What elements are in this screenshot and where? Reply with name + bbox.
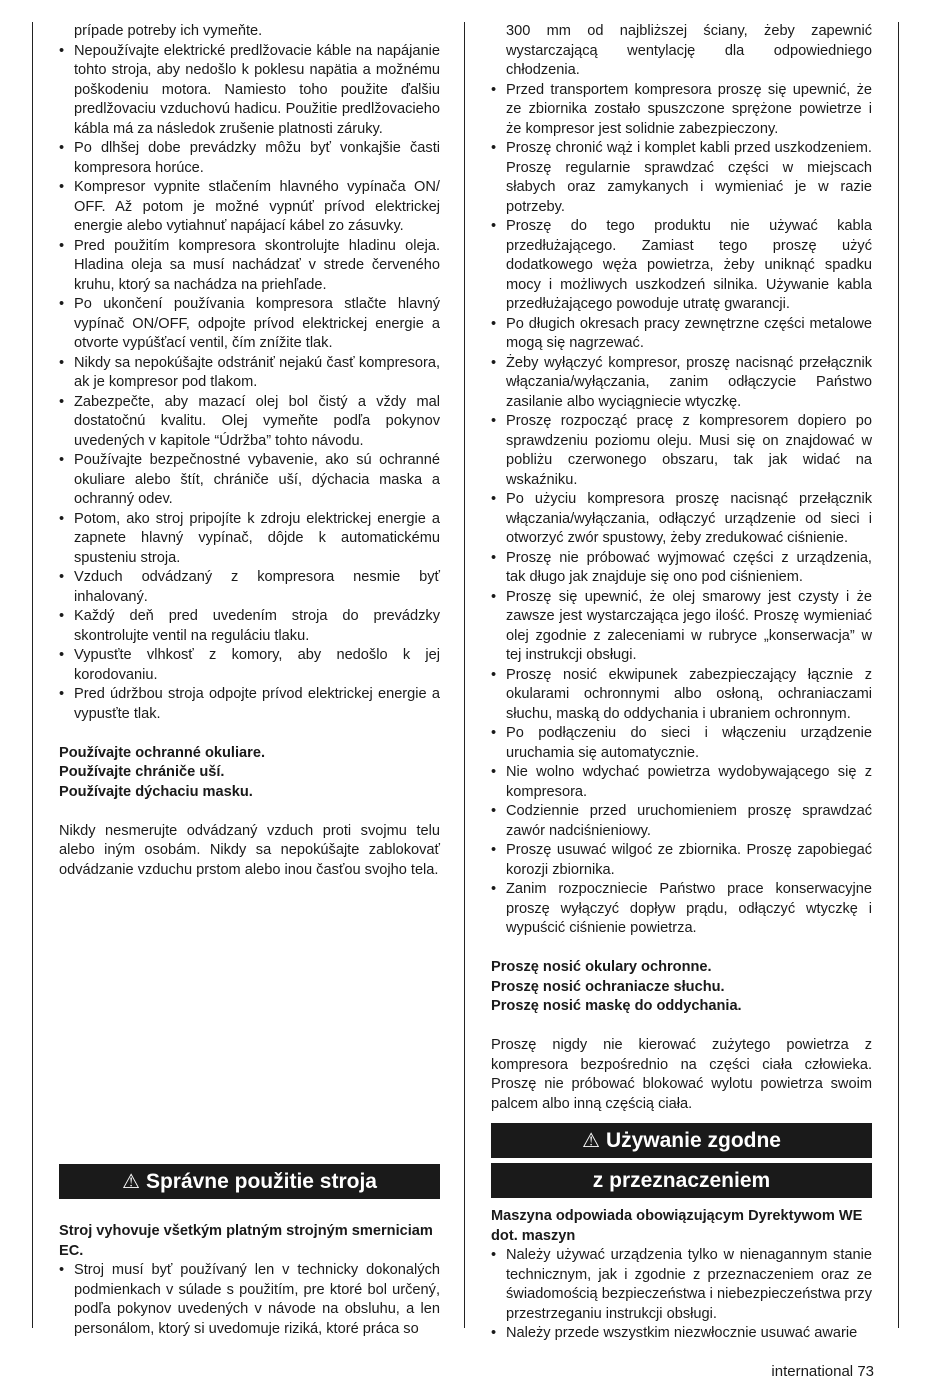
list-item: • Przed transportem kompresora proszę się upewnić, że ze zbiornika zostało spuszczone sprężone powietrze i że kompresor jest solidnie zabezpieczony. — [491, 81, 872, 140]
right-continuation-text: 300 mm od najbliższej ściany, żeby zapewnić wystarczającą wentylację dla odpowiedniego chłodzenia. — [506, 23, 872, 78]
list-item: • Proszę rozpocząć pracę z kompresorem dopiero po sprawdzeniu poziomu oleju. Musi się on znajdować w pobliżu czerwonego obszaru, tak jak widać na wskaźniku. — [491, 412, 872, 490]
list-item: • Po podłączeniu do sieci i włączeniu urządzenie uruchamia się automatycznie. — [491, 724, 872, 763]
list-item: • Používajte bezpečnostné vybavenie, ako sú ochranné okuliare alebo štít, chrániče uší, dýchacia maska a ochranný odev. — [59, 451, 440, 510]
section-title-line-2 — [491, 1163, 872, 1198]
list-item: • Vzduch odvádzaný z kompresora nesmie byť inhalovaný. — [59, 568, 440, 607]
section-title: Správne použitie stroja — [145, 1170, 377, 1193]
list-item: • Pred použitím kompresora skontrolujte hladinu oleja. Hladina oleja sa musí nachádzať v strede červeného kruhu, ktorý sa nachádza na priehľade. — [59, 237, 440, 296]
left-section-body — [59, 1213, 440, 1339]
section-subtitle: Maszyna odpowiada obowiązującym Dyrektywom WE dot. maszyn — [491, 1208, 863, 1244]
list-item: • Codziennie przed uruchomieniem proszę sprawdzać zawór nadciśnieniowy. — [491, 802, 872, 841]
left-column — [59, 22, 440, 880]
section-title: z przeznaczeniem — [592, 1169, 771, 1192]
list-item: • Vypusťte vlhkosť z komory, aby nedošlo k jej korodovaniu. — [59, 646, 440, 685]
warning-line: Používajte chrániče uší. — [59, 764, 225, 780]
section-title-line-1 — [491, 1123, 872, 1158]
list-item: • Potom, ako stroj pripojíte k zdroju elektrickej energie a zapnete hlavný vypínač, dôjde k automatickému spusteniu stroja. — [59, 510, 440, 569]
list-item: • Pred údržbou stroja odpojte prívod elektrickej energie a vypusťte tlak. — [59, 685, 440, 724]
warning-line: Proszę nosić ochraniacze słuchu. — [491, 978, 725, 995]
list-item: • Proszę do tego produktu nie używać kabla przedłużającego. Zamiast tego proszę użyć dodatkowego węża powietrza, żeby uniknąć spadku mocy i możliwych uszkodzeń silnika. Używanie kabla przedłużającego powoduje utratę gwarancji. — [491, 217, 872, 315]
list-item: • Po ukončení používania kompresora stlačte hlavný vypínač ON/OFF, odpojte prívod elektrickej energie a otvorte vypúšťací ventil, čím znížite tlak. — [59, 295, 440, 354]
left-continuation-text: prípade potreby ich vymeňte. — [74, 23, 263, 39]
column-rule-left — [32, 22, 33, 1328]
list-item: • Po użyciu kompresora proszę nacisnąć przełącznik włączania/wyłączania, odłączyć urządzenie od sieci i otworzyć zwór spustowy, żeby zredukować ciśnienie. — [491, 490, 872, 549]
list-item: • Proszę usuwać wilgoć ze zbiornika. Proszę zapobiegać korozji zbiornika. — [491, 841, 872, 880]
left-air-note: Nikdy nesmerujte odvádzaný vzduch proti svojmu telu alebo iným osobám. Nikdy sa nepokúšajte zablokovať odvádzanie vzduchu prstom alebo inou časťou svojho tela. — [59, 822, 440, 878]
section-title: Używanie zgodne — [605, 1129, 781, 1152]
right-section-heading — [491, 1123, 872, 1198]
footer-label: international — [771, 1363, 854, 1380]
list-item: • Proszę nie próbować wyjmować części z urządzenia, tak długo jak znajduje się ono pod ciśnieniem. — [491, 549, 872, 588]
list-item: • Proszę się upewnić, że olej smarowy jest czysty i że zawsze jest wystarczająca jego ilość. Proszę wymieniać olej zgodnie z zaleceniami w rubryce „konserwacja” w tej instrukcji obsługi. — [491, 588, 872, 666]
list-item: • Po dlhšej dobe prevádzky môžu byť vonkajšie časti kompresora horúce. — [59, 139, 440, 178]
section-subtitle: Stroj vyhovuje všetkým platným strojným smerniciam EC. — [59, 1223, 433, 1259]
list-item: • Nie wolno wdychać powietrza wydobywającego się z kompresora. — [491, 763, 872, 802]
left-section-heading — [59, 1164, 440, 1199]
warning-triangle-icon: ⚠ — [582, 1130, 600, 1152]
list-item: • Po długich okresach pracy zewnętrzne części metalowe mogą się nagrzewać. — [491, 315, 872, 354]
list-item: • Stroj musí byť používaný len v technicky dokonalých podmienkach v súlade s použitím, pre ktoré bol určený, podľa pokynov uvedených v návode na obsluhu, a len personálom, ktorý si uvedomuje riziká, ktoré práca so — [59, 1261, 440, 1339]
list-item: • Należy przede wszystkim niezwłocznie usuwać awarie — [491, 1324, 872, 1344]
right-column — [491, 22, 872, 1344]
list-item: • Należy używać urządzenia tylko w nienagannym stanie technicznym, jak i zgodnie z przeznaczeniem oraz ze świadomością bezpieczeństwa i niebezpieczeństwa przy przestrzeganiu instrukcji obsługi. — [491, 1246, 872, 1324]
list-item: • Zabezpečte, aby mazací olej bol čistý a vždy mal dostatočnú kvalitu. Olej vymeňte podľa pokynov uvedených v kapitole “Údržba” tohto návodu. — [59, 393, 440, 452]
column-rule-middle — [464, 22, 465, 1328]
right-air-note: Proszę nigdy nie kierować zużytego powietrza z kompresora bezpośrednio na części ciała człowieka. Proszę nie próbować blokować wylotu powietrza swoim palcem albo inną częścią ciała. — [491, 1037, 872, 1112]
warning-line: Používajte ochranné okuliare. — [59, 744, 265, 761]
list-item: • Kompresor vypnite stlačením hlavného vypínača ON/ OFF. Až potom je možné vypnúť prívod elektrickej energie alebo vytiahnuť napájací kábel zo zásuvky. — [59, 178, 440, 237]
list-item: • Nikdy sa nepokúšajte odstrániť nejakú časť kompresora, ak je kompresor pod tlakom. — [59, 354, 440, 393]
list-item: • Proszę chronić wąż i komplet kabli przed uszkodzeniem. Proszę regularnie sprawdzać części w miejscach słabych oraz zamykanych i wymieniać je w razie potrzeby. — [491, 139, 872, 217]
warning-line: Proszę nosić okulary ochronne. — [491, 959, 712, 975]
warning-line: Používajte dýchaciu masku. — [59, 783, 253, 800]
list-item: • Nepoužívajte elektrické predlžovacie káble na napájanie tohto stroja, aby nedošlo k poklesu napätia a možnému poškodeniu motora. Namiesto toho použite ďalšiu predlžovaciu vzduchovú hadicu. Použitie predlžovacieho kábla má za následok zrušenie platnosti záruky. — [59, 42, 440, 140]
left-section-list — [59, 1261, 440, 1339]
left-ppe-warnings — [59, 744, 440, 803]
left-safety-list — [59, 42, 440, 725]
column-rule-right — [898, 22, 899, 1328]
list-item: • Żeby wyłączyć kompresor, proszę nacisnąć przełącznik włączania/wyłączania, zanim odłączycie Państwo zasilanie albo wyciągniecie wtyczkę. — [491, 354, 872, 413]
page-number: 73 — [857, 1363, 874, 1380]
list-item: • Zanim rozpoczniecie Państwo prace konserwacyjne proszę wyłączyć dopływ prądu, odłączyć wtyczkę i wypuścić ciśnienie powietrza. — [491, 880, 872, 939]
list-item: • Proszę nosić ekwipunek zabezpieczający łącznie z okularami ochronnymi albo osłoną, ochraniaczami słuchu, maską do oddychania i ubraniem ochronnym. — [491, 666, 872, 725]
right-ppe-warnings — [491, 958, 872, 1017]
warning-triangle-icon: ⚠ — [122, 1171, 140, 1193]
right-section-list — [491, 1246, 872, 1344]
right-safety-list — [491, 81, 872, 939]
warning-line: Proszę nosić maskę do oddychania. — [491, 998, 742, 1014]
list-item: • Každý deň pred uvedením stroja do prevádzky skontrolujte ventil na reguláciu tlaku. — [59, 607, 440, 646]
page-footer — [771, 1362, 874, 1382]
